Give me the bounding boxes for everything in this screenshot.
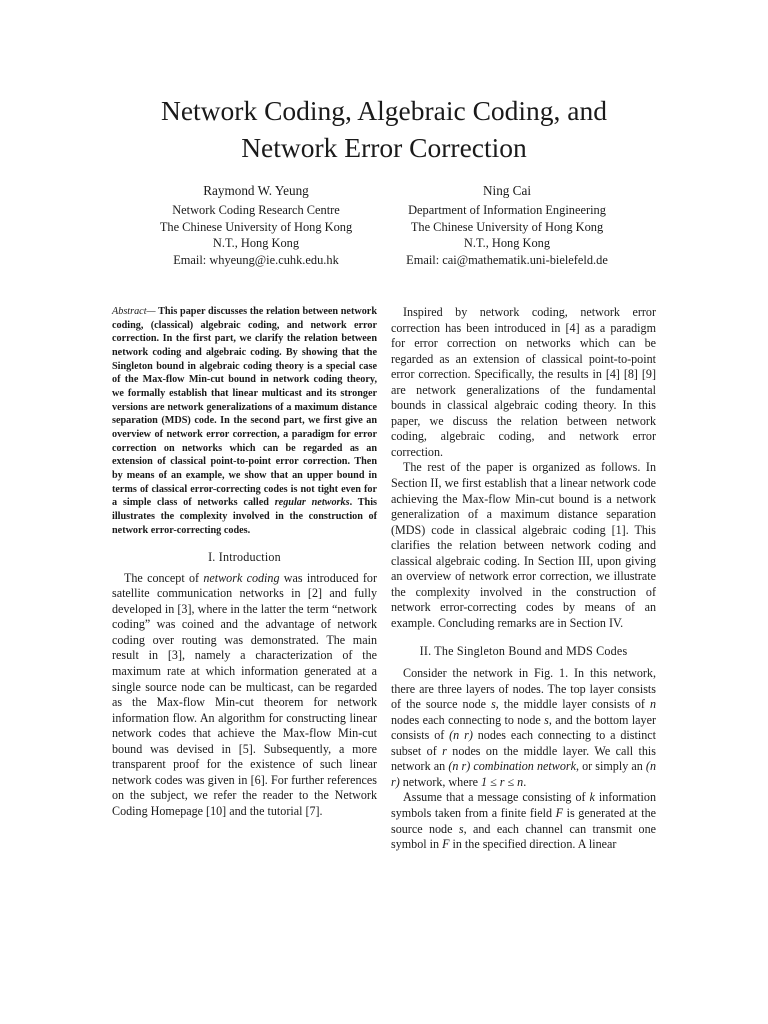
author-block-cai — [357, 182, 657, 268]
message-paragraph — [391, 790, 656, 852]
author-email: Email: cai@mathematik.uni-bielefeld.de — [406, 252, 608, 267]
text-run: The concept of — [124, 570, 204, 585]
text-run: information symbols taken from a finite field — [391, 790, 656, 820]
author-email: Email: whyeung@ie.cuhk.edu.hk — [173, 252, 339, 267]
section-heading-introduction: I. Introduction — [208, 550, 281, 565]
binomial: (n r) — [448, 759, 471, 774]
math-var: k — [589, 790, 595, 805]
left-column — [112, 305, 377, 819]
text-run: is generated at the source node — [391, 805, 656, 836]
math-var: r — [442, 743, 447, 758]
binomial: (n r) — [391, 759, 656, 789]
text-run: , and the bottom layer consists of — [391, 712, 656, 743]
text-run: Assume that a message consisting of — [403, 790, 590, 805]
abstract-text-end: . This illustrates the complexity involved in the construction of network error-correcting codes. — [112, 497, 377, 536]
math-var: s — [544, 712, 549, 727]
title-line-1: Network Coding, Algebraic Coding, and — [160, 95, 608, 126]
paper-title — [60, 92, 708, 166]
binomial: (n r) — [449, 728, 473, 743]
math-var: F — [442, 837, 450, 852]
intro-paragraph-continued: Inspired by network coding, network error correction has been introduced in [4] as a paradigm for error correction on networks which can be regarded as an extension of classical point-to-point error correction. Specifically, the results in [4] [8] [9] are network generalizations of the fundamental bounds in classical algebraic coding theory. In this paper, we discuss the relation between network coding, algebraic coding, and network error correction. — [391, 305, 656, 459]
author-affiliation: Department of Information Engineering — [408, 203, 606, 217]
text-run: network, where — [399, 774, 482, 789]
combination-network-paragraph — [391, 666, 656, 790]
author-name: Raymond W. Yeung — [203, 183, 309, 198]
text-run: nodes each connecting to a distinct subset of — [391, 728, 656, 758]
term-network-coding: network coding — [203, 570, 280, 585]
text-run: , or simply an — [575, 759, 646, 774]
right-column — [391, 305, 656, 853]
text-run: was introduced for satellite communication networks in [2] and fully developed in [3], where in the latter the term “network coding” was coined and the advantage of network coding over routing was demonstrated. The main result in [3], namely a characterization of the maximum rate at which information generated at a single source node can be multicast, can be regarded as the Max-flow Min-cut theorem for network information flow. An algorithm for constructing linear network codes that achieve the Max-flow Min-cut bound was devised in [5]. Subsequently, a more transparent proof for the existence of such linear network codes was given in [6]. For further references on the subject, we refer the reader to the Network Coding Homepage [10] and the tutorial [7]. — [112, 570, 377, 818]
abstract-emphasis: regular networks — [274, 497, 350, 509]
section-heading-singleton-bound: II. The Singleton Bound and MDS Codes — [419, 644, 628, 659]
text-run: Consider the network in Fig. 1. In this network, there are three layers of nodes. The top layer consists of the source node — [391, 666, 656, 712]
abstract — [112, 305, 377, 537]
author-institution: The Chinese University of Hong Kong — [410, 219, 604, 234]
author-name: Ning Cai — [483, 183, 531, 198]
text-run: nodes on the middle layer. We call this network an — [391, 743, 656, 774]
term-combination-network: combination network — [473, 759, 576, 774]
abstract-text: This paper discusses the relation between network coding, (classical) algebraic coding, and network error correction. In the first part, we clarify the relation between network coding and algebraic coding. By showing that the Singleton bound in algebraic coding theory is a special case of the Max-flow Min-cut bound in network coding theory, we formally establish that linear multicast and its stronger versions are network generalizations of a maximum distance separation (MDS) code. In the second part, we first give an overview of network error correction, a paradigm for error correction on networks which can be regarded as an extension of classical point-to-point error correction. Then by means of an example, we show that an upper bound in terms of classical error-correcting codes is not tight even for a simple class of networks called — [112, 306, 377, 509]
paper-outline-paragraph: The rest of the paper is organized as follows. In Section II, we first establish that a linear network code achieving the Max-flow Min-cut bound is a network generalization of a maximum distance separation (MDS) code in classical algebraic coding [1]. This clarifies the relation between network coding and classical algebraic coding. In Section III, upon giving an overview of network error correction, we illustrate the complexity involved in the construction of network error-correcting codes by means of an example. Concluding remarks are in Section IV. — [391, 460, 656, 630]
author-location: N.T., Hong Kong — [463, 236, 551, 250]
math-var: s — [491, 697, 496, 712]
author-location: N.T., Hong Kong — [212, 236, 300, 250]
text-run: , and each channel can transmit one symbol in — [391, 821, 656, 852]
math-var: s — [458, 821, 464, 836]
title-line-2: Network Error Correction — [241, 132, 527, 163]
math-var: F — [555, 805, 564, 820]
author-affiliation: Network Coding Research Centre — [172, 203, 340, 217]
intro-paragraph — [112, 571, 377, 820]
text-run: , the middle layer consists of — [495, 697, 650, 712]
math-var: n — [649, 697, 657, 712]
abstract-label: Abstract— — [112, 306, 156, 317]
text-run: nodes each connecting to node — [391, 712, 545, 727]
author-institution: The Chinese University of Hong Kong — [159, 219, 353, 234]
text-run: in the specified direction. A linear — [449, 837, 617, 852]
math-inequality: 1 ≤ r ≤ n — [481, 774, 524, 789]
text-run: . — [523, 774, 527, 789]
